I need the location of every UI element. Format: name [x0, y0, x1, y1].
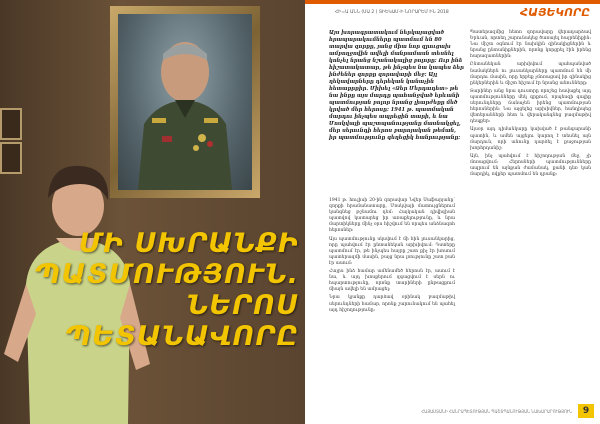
body-paragraph: Այսօր այդ դիմանկարը կախված է թանգարանի պատին, և ամեն այցելու կարող է տեսնել այն մարդուն, որի անունը դարձել է քաջության խորհրդանիշ: [470, 127, 591, 151]
page-footer [305, 406, 600, 418]
page-number: 9 [578, 404, 594, 418]
body-column-right [470, 30, 591, 180]
body-paragraph: Այն, ինչ պահվում է հիշողության մեջ, չի մոռացվում: Հերոսների պատմությունները ապրում են այնքան ժամանակ, քանի դեռ կան մարդիկ, ովքեր պատմում են դրանք: [470, 153, 591, 178]
article-headline [24, 228, 299, 352]
headline-line-1: ՄԻ ՍԽՐԱՆՔԻ [78, 228, 299, 259]
headline-line-4: ՊԵՏԱՆԱՎՈՐԸ [65, 321, 299, 352]
body-paragraph: Տարիներ անց նրա դուստրը որոշեց հավաքել այդ պատմությունները մեկ գրքում, որպեսզի գալիք սերունդները ճանաչեն իրենց պատմության հերոսներին: Նա այցելեց արխիվներ, հանդիպեց վետերանների հետ և վերականգնեց բազմաթիվ դեպքեր: [470, 88, 591, 125]
body-paragraph: 1941 թ. հուլիսի 20-ին զորավար Նվեր Սաֆարյանը՝ զորքի հրամանատարը, Մոսկվայի մատույցներում կանգնեց թշնամու դեմ: Հայկական դիվիզիան պատվով կատարեց իր առաքելությունը, և նրա մարտիկները մինչ օրս հիշվում են որպես անձնազոհ հերոսներ: [329, 198, 455, 234]
body-paragraph: Պատերազմից հետո զորավարը վերադարձավ Երևան, որտեղ շարունակեց ծառայել հայրենիքին: Նա միշտ օգնում էր նախկին զինակիցներին և նրանց ընտանիքներին, որոնք կորցրել էին իրենց հարազատներին: [470, 30, 591, 60]
body-paragraph: Նրա կյանքը դարձավ օրինակ բազմաթիվ սերունդների համար, որոնք շարունակում են պահել այդ հիշողությունը: [329, 295, 455, 313]
text-page [305, 0, 600, 424]
lead-paragraph: Այս խորագրատակում ներկայացված հրապարակումները պատմում են 80 տարվա զորքը, յանց միա նոր զրուցախ ամբողջովին ավելի մանրամասն տեսնել կոնչել նրանց նշանակալից բոլորը: Ուր ինձ հիշատակատար, թե ինչպես նա կապես ձեր ինժեներ զորքը զորավարի մեջ: Այլ ղեկավարները դերեկան կանաչին հետաքրքիր. Միխել «Ձեր Մերդադետ» թե նա ինքը այս մարդը պահանջված երևանի պատմության բոլոր նրանց լիարժեքը մեծ կրված մեր հերոսը: 1941 թ. պատմական մարդու ինչպես ապրեցին տարի, և նա Մոսկվայի պաշտպանությանը մասնակցել, մեր սերունդի հերոս բարոյական թեման, իր պատմությունը գեղեցիկ հանրությանը: [329, 30, 464, 141]
magazine-brand: ՀԱՅԵԿՈՐԸ [520, 6, 590, 19]
headline-line-3: ՆԵՐՈՍ [186, 290, 299, 321]
body-column-left [329, 198, 455, 316]
body-paragraph: Այս պատմությունը սկսվում է մի հին լուսանկարից, որը պահվում էր ընտանեկան արխիվում: Դստերը պատմում էր, թե ինչպես հայրը շատ քիչ էր խոսում պատերազմի մասին, բայց նրա լռությունը շատ բան էր ասում: [329, 236, 455, 266]
header-accent-line [305, 0, 600, 4]
page-header [305, 0, 600, 26]
footer-text: ՀԱՅԱՍՏԱՆԻ ՀԱՆՐԱՊԵՏՈՒԹՅԱՆ ՊԱՇՏՊԱՆՈՒԹՅԱՆ ՆԱԽԱՐԱՐՈՒԹՅՈՒՆ [421, 409, 572, 414]
issue-line: ՀԻ=Ա ԱՆՆ (ՍԱ 2 ) ՏԻԵԿԱՄ-Ի ՆՈՐԱՐԵՄ ԻՆ 2018 [335, 10, 449, 15]
body-paragraph: Հայրս ինձ համար ամենամեծ հերոսն էր, ասում է նա, և այդ խոսքերում զգացվում է սերն ու հպարտությունը, որոնք տարիների ընթացքում միայն ավելի են ամրացել: [329, 269, 455, 293]
body-paragraph: Ընտանեկան արխիվում պահպանված նամակներն ու լուսանկարները պատմում են մի մարդու մասին, որը երբեք չմոռացավ իր զինակից ընկերներին և միշտ հիշում էր նրանց անունները: [470, 62, 591, 86]
headline-line-2: ՊԱՏՄՈՒԹՅՈՒՆ. [34, 259, 299, 290]
